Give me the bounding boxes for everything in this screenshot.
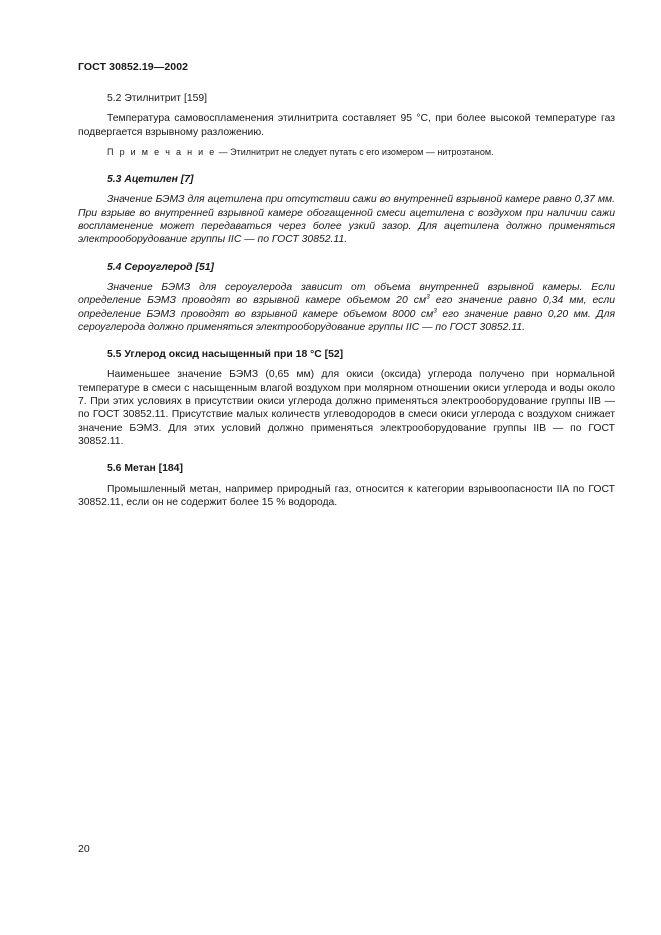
section-5-6-title: 5.6 Метан [184] xyxy=(107,463,183,475)
section-5-4-text-c: его значение равно 0,20 мм. Для сероуглерода должно применяться электрооборудование группы IIC — по ГОСТ 30852.11. xyxy=(78,308,615,333)
section-5-4-text-b: его значение равно 0,34 мм, если определение БЭМЗ проводят во взрывной камере объемом 8000 см xyxy=(78,295,616,320)
note-text: — Этилнитрит не следует путать с его изомером — нитроэтаном. xyxy=(216,146,494,157)
section-5-2-paragraph: Температура самовоспламенения этилнитрита составляет 95 °С, при более высокой температуре газ подвергается взрывному разложению. xyxy=(78,113,615,138)
section-5-4-text-a: Значение БЭМЗ для сероуглерода зависит от объема внутренней взрывной камеры. Если определение БЭМЗ проводят во взрывной камере объемом 20 см xyxy=(78,281,615,307)
superscript-cube-2: 3 xyxy=(433,307,437,315)
section-5-3-paragraph: Значение БЭМЗ для ацетилена при отсутствии сажи во внутренней взрывной камере равно 0,37 мм. При взрыве во внутренней взрывной камере обогащенной смеси ацетилена с воздухом при наличии сажи воспламенение может передаваться через более узкий зазор. Для ацетилена должно применяться электрооборудование группы IIC — по ГОСТ 30852.11. xyxy=(78,194,615,246)
document-body xyxy=(78,92,615,509)
note-label: П р и м е ч а н и е xyxy=(107,146,217,157)
section-5-2-note xyxy=(78,146,615,159)
section-5-2-title: 5.2 Этилнитрит [159] xyxy=(107,93,208,104)
section-5-5-paragraph: Наименьшее значение БЭМЗ (0,65 мм) для окиси (оксида) углерода получено при нормальной температуре в смеси с насыщенным влагой воздухом при молярном отношении окиси углерода и воды около 7. При этих условиях в присутствии окиси углерода должно применяться электрооборудование группы IIB — по ГОСТ 30852.11. Присутствие малых количеств углеводородов в смеси окиси углерода с воздухом снижает значение БЭМЗ. Для этих условий должно применяться электрооборудование группы IIB — по ГОСТ 30852.11. xyxy=(78,369,615,447)
section-5-6-paragraph: Промышленный метан, например природный газ, относится к категории взрывоопасности IIA по ГОСТ 30852.11, если он не содержит более 15 % водорода. xyxy=(78,483,615,508)
section-5-5-title: 5.5 Углерод оксид насыщенный при 18 °С [52] xyxy=(107,349,344,361)
document-code-header: ГОСТ 30852.19—2002 xyxy=(78,61,189,73)
superscript-cube-1: 3 xyxy=(426,293,430,301)
page-number: 20 xyxy=(78,843,90,855)
section-5-4-title: 5.4 Сероуглерод [51] xyxy=(107,261,214,273)
section-5-4-paragraph xyxy=(78,281,615,334)
section-5-3-title: 5.3 Ацетилен [7] xyxy=(107,174,194,186)
